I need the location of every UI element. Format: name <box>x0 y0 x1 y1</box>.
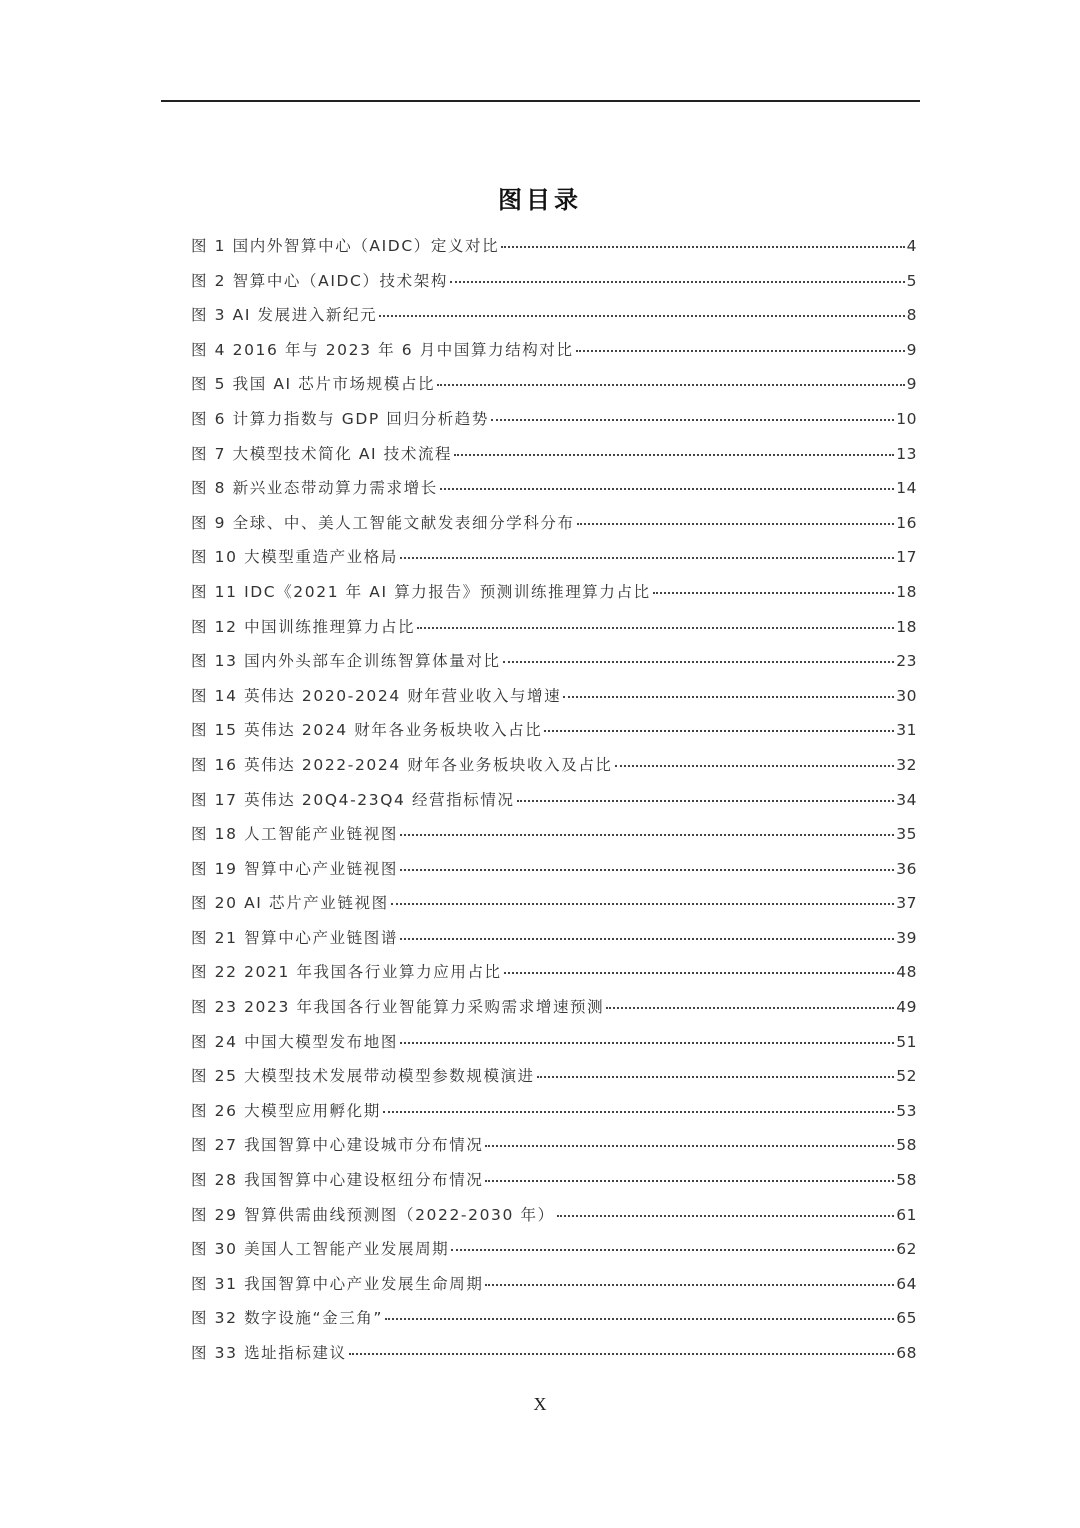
toc-entry[interactable] <box>191 234 917 269</box>
toc-entry-page: 48 <box>896 963 917 982</box>
toc-entry-page: 61 <box>896 1205 917 1224</box>
toc-entry-page: 58 <box>896 1171 917 1190</box>
toc-entry[interactable] <box>191 615 917 650</box>
dot-leader <box>557 1215 895 1217</box>
toc-entry[interactable] <box>191 476 917 511</box>
toc-entry-label: 图 7 大模型技术简化 AI 技术流程 <box>191 444 453 463</box>
toc-entry-page: 34 <box>896 790 917 809</box>
toc-entry-page: 13 <box>896 444 917 463</box>
toc-entry-page: 52 <box>896 1067 917 1086</box>
toc-entry[interactable] <box>191 1030 917 1065</box>
toc-entry[interactable] <box>191 442 917 477</box>
toc-entry[interactable] <box>191 1064 917 1099</box>
dot-leader <box>400 557 894 559</box>
toc-entry[interactable] <box>191 822 917 857</box>
toc-entry-page: 4 <box>906 237 917 255</box>
toc-entry[interactable] <box>191 684 917 719</box>
toc-entry[interactable] <box>191 1237 917 1272</box>
toc-entry-label: 图 1 国内外智算中心（AIDC）定义对比 <box>191 237 500 255</box>
toc-entry[interactable] <box>191 649 917 684</box>
dot-leader <box>485 1180 894 1182</box>
toc-entry-page: 32 <box>896 755 917 774</box>
toc-entry-page: 17 <box>896 548 917 567</box>
page-number: X <box>533 1394 547 1414</box>
toc-entry-label: 图 4 2016 年与 2023 年 6 月中国算力结构对比 <box>191 340 574 359</box>
dot-leader <box>450 281 905 283</box>
toc-entry-label: 图 22 2021 年我国各行业算力应用占比 <box>191 963 502 982</box>
toc-entry-page: 68 <box>896 1344 917 1362</box>
toc-entry-page: 39 <box>896 928 917 947</box>
dot-leader <box>454 454 894 456</box>
toc-entry-label: 图 2 智算中心（AIDC）技术架构 <box>191 271 448 290</box>
toc-entry-label: 图 33 选址指标建议 <box>191 1344 347 1362</box>
toc-entry-label: 图 5 我国 AI 芯片市场规模占比 <box>191 375 436 394</box>
dot-leader <box>379 315 904 317</box>
toc-entry-label: 图 10 大模型重造产业格局 <box>191 548 398 567</box>
toc-entry-page: 51 <box>896 1032 917 1051</box>
toc-entry[interactable] <box>191 269 917 304</box>
toc-entry-page: 31 <box>896 721 917 740</box>
toc-entry-label: 图 26 大模型应用孵化期 <box>191 1101 381 1120</box>
toc-entry-label: 图 14 英伟达 2020-2024 财年营业收入与增速 <box>191 686 562 705</box>
toc-entry-label: 图 32 数字设施“金三角” <box>191 1309 384 1328</box>
dot-leader <box>615 765 895 767</box>
toc-entry[interactable] <box>191 857 917 892</box>
toc-entry-label: 图 30 美国人工智能产业发展周期 <box>191 1240 450 1259</box>
toc-entry-page: 65 <box>896 1309 917 1328</box>
dot-leader <box>385 1318 894 1320</box>
toc-entry-page: 10 <box>896 409 917 428</box>
header-rule <box>161 100 920 102</box>
toc-entry[interactable] <box>191 891 917 926</box>
toc-entry[interactable] <box>191 580 917 615</box>
dot-leader <box>485 1284 894 1286</box>
dot-leader <box>503 661 895 663</box>
dot-leader <box>437 384 905 386</box>
toc-entry-label: 图 11 IDC《2021 年 AI 算力报告》预测训练推理算力占比 <box>191 582 651 601</box>
toc-entry-page: 8 <box>906 306 917 325</box>
toc-entry-label: 图 6 计算力指数与 GDP 回归分析趋势 <box>191 409 489 428</box>
toc-entry-page: 5 <box>906 271 917 290</box>
dot-leader <box>577 523 895 525</box>
toc-entry[interactable] <box>191 960 917 995</box>
toc-entry-page: 23 <box>896 652 917 671</box>
toc-entry-label: 图 20 AI 芯片产业链视图 <box>191 894 389 913</box>
dot-leader <box>504 972 895 974</box>
toc-entry[interactable] <box>191 753 917 788</box>
dot-leader <box>400 938 894 940</box>
toc-entry[interactable] <box>191 407 917 442</box>
toc-entry-label: 图 18 人工智能产业链视图 <box>191 825 398 844</box>
dot-leader <box>417 627 894 629</box>
dot-leader <box>517 800 895 802</box>
toc-entry-page: 58 <box>896 1136 917 1155</box>
toc-entry-page: 18 <box>896 617 917 636</box>
toc-entry[interactable] <box>191 511 917 546</box>
toc-entry-page: 30 <box>896 686 917 705</box>
dot-leader <box>440 488 894 490</box>
dot-leader <box>485 1145 894 1147</box>
dot-leader <box>400 869 894 871</box>
toc-entry[interactable] <box>191 1272 917 1307</box>
toc-entry-page: 35 <box>896 825 917 844</box>
toc-entry-label: 图 9 全球、中、美人工智能文献发表细分学科分布 <box>191 513 575 532</box>
toc-entry-label: 图 13 国内外头部车企训练智算体量对比 <box>191 652 501 671</box>
dot-leader <box>349 1353 895 1355</box>
toc-entry-label: 图 27 我国智算中心建设城市分布情况 <box>191 1136 484 1155</box>
toc-entry[interactable] <box>191 1133 917 1168</box>
toc-entry-label: 图 28 我国智算中心建设枢纽分布情况 <box>191 1171 484 1190</box>
dot-leader <box>544 730 894 732</box>
toc-entry[interactable] <box>191 303 917 338</box>
toc-entry[interactable] <box>191 1099 917 1134</box>
dot-leader <box>563 696 894 698</box>
toc-entry-page: 64 <box>896 1274 917 1293</box>
toc-entry-label: 图 24 中国大模型发布地图 <box>191 1032 398 1051</box>
figure-list <box>191 234 917 1376</box>
dot-leader <box>400 1042 894 1044</box>
dot-leader <box>537 1076 894 1078</box>
toc-entry[interactable] <box>191 995 917 1030</box>
toc-entry-label: 图 19 智算中心产业链视图 <box>191 859 398 878</box>
toc-entry-label: 图 23 2023 年我国各行业智能算力采购需求增速预测 <box>191 998 605 1017</box>
toc-entry[interactable] <box>191 1168 917 1203</box>
toc-entry-page: 9 <box>906 340 917 359</box>
toc-entry-label: 图 8 新兴业态带动算力需求增长 <box>191 479 438 498</box>
dot-leader <box>653 592 895 594</box>
toc-entry-page: 62 <box>896 1240 917 1259</box>
toc-entry[interactable] <box>191 1306 917 1341</box>
toc-entry-page: 14 <box>896 479 917 498</box>
toc-entry[interactable] <box>191 338 917 373</box>
dot-leader <box>391 903 895 905</box>
toc-entry-page: 53 <box>896 1101 917 1120</box>
toc-entry[interactable] <box>191 1203 917 1238</box>
toc-entry[interactable] <box>191 1341 917 1376</box>
toc-entry-page: 16 <box>896 513 917 532</box>
dot-leader <box>451 1249 894 1251</box>
toc-entry-page: 18 <box>896 582 917 601</box>
toc-entry-label: 图 3 AI 发展进入新纪元 <box>191 306 378 325</box>
toc-entry-page: 37 <box>896 894 917 913</box>
toc-entry-page: 36 <box>896 859 917 878</box>
toc-entry[interactable] <box>191 718 917 753</box>
toc-entry-page: 9 <box>906 375 917 394</box>
dot-leader <box>491 419 894 421</box>
dot-leader <box>383 1111 894 1113</box>
page-title: 图目录 <box>498 185 582 214</box>
toc-entry[interactable] <box>191 372 917 407</box>
toc-entry-label: 图 15 英伟达 2024 财年各业务板块收入占比 <box>191 721 543 740</box>
toc-entry-label: 图 31 我国智算中心产业发展生命周期 <box>191 1274 484 1293</box>
toc-entry-label: 图 17 英伟达 20Q4-23Q4 经营指标情况 <box>191 790 515 809</box>
dot-leader <box>501 246 904 248</box>
toc-entry[interactable] <box>191 926 917 961</box>
toc-entry-page: 49 <box>896 998 917 1017</box>
toc-entry-label: 图 21 智算中心产业链图谱 <box>191 928 398 947</box>
toc-entry[interactable] <box>191 788 917 823</box>
dot-leader <box>400 834 894 836</box>
toc-entry[interactable] <box>191 545 917 580</box>
toc-entry-label: 图 16 英伟达 2022-2024 财年各业务板块收入及占比 <box>191 755 613 774</box>
toc-entry-label: 图 25 大模型技术发展带动模型参数规模演进 <box>191 1067 535 1086</box>
toc-entry-label: 图 29 智算供需曲线预测图（2022-2030 年） <box>191 1205 555 1224</box>
toc-entry-label: 图 12 中国训练推理算力占比 <box>191 617 416 636</box>
dot-leader <box>606 1007 894 1009</box>
dot-leader <box>576 350 905 352</box>
